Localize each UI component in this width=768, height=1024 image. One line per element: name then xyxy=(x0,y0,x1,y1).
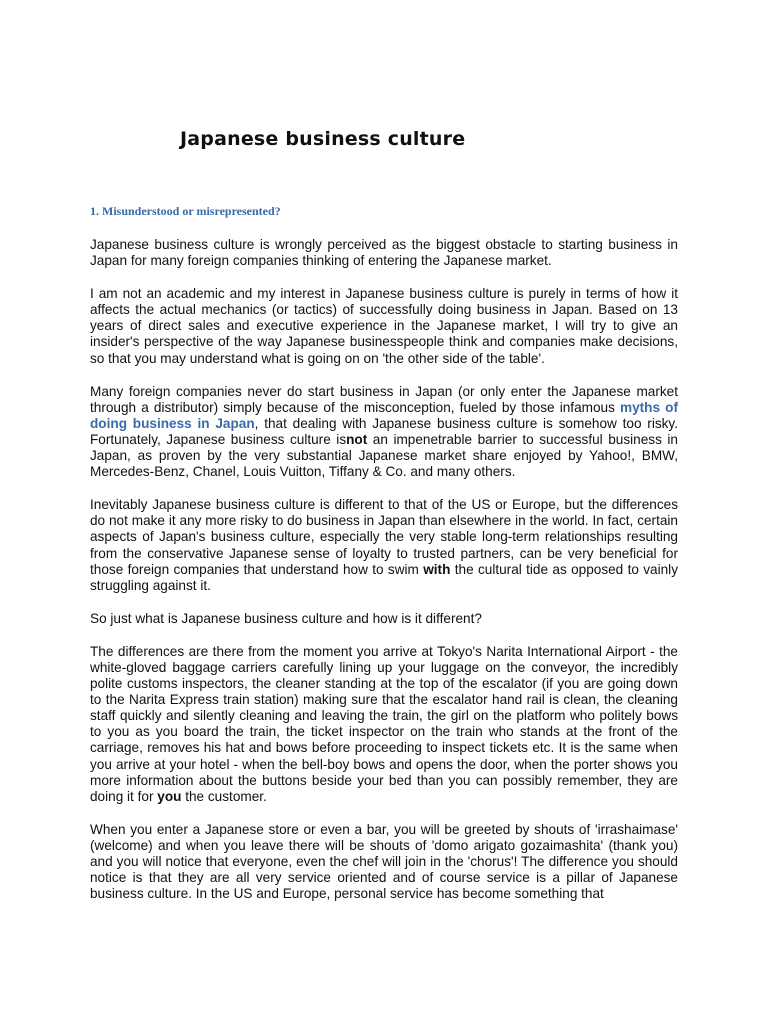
paragraph-5: So just what is Japanese business culture and how is it different? xyxy=(90,610,482,626)
paragraph-4 xyxy=(90,497,678,594)
paragraph-4-bold: with xyxy=(423,561,451,577)
paragraph-6 xyxy=(90,644,678,805)
document-title: Japanese business culture xyxy=(180,128,466,150)
section-heading: 1. Misunderstood or misrepresented? xyxy=(90,204,281,218)
paragraph-6-bold: you xyxy=(157,788,182,804)
paragraph-2: I am not an academic and my interest in Japanese business culture is purely in terms of how it affects the actual mechanics (or tactics) of successfully doing business in Japan. Based on 13 years of direct sales and executive experience in the Japanese market, I will try to give an insider's perspective of the way Japanese businesspeople think and companies make decisions, so that you may understand what is going on on 'the other side of the table'. xyxy=(90,286,678,366)
paragraph-6-text-b: the customer. xyxy=(181,788,267,804)
paragraph-3-text-a: Many foreign companies never do start business in Japan (or only enter the Japanese market through a distributor) simply because of the misconception, fueled by those infamous xyxy=(90,383,678,415)
paragraph-6-text-a: The differences are there from the moment you arrive at Tokyo's Narita International Airport - the white-gloved baggage carriers carefully lining up your luggage on the conveyor, the incredibly polite customs inspectors, the cleaner standing at the top of the escalator (if you are going down to the Narita Express train station) making sure that the escalator hand rail is clean, the cleaning staff quickly and silently cleaning and leaving the train, the girl on the platform who politely bows to you as you board the train, the ticket inspector on the train who stands at the front of the carriage, removes his hat and bows before proceeding to inspect tickets etc. It is the same when you arrive at your hotel - when the bell-boy bows and opens the door, when the porter shows you more information about the buttons beside your bed than you can possibly remember, they are doing it for xyxy=(90,643,678,804)
document-body xyxy=(90,237,678,919)
paragraph-7: When you enter a Japanese store or even a bar, you will be greeted by shouts of 'irrashaimase' (welcome) and when you leave there will be shouts of 'domo arigato gozaimashita' (thank you) and you will notice that everyone, even the chef will join in the 'chorus'! The difference you should notice is that they are all very service oriented and of course service is a pillar of Japanese business culture. In the US and Europe, personal service has become something that xyxy=(90,821,678,902)
paragraph-3-text-b: , that dealing with Japanese business culture is somehow too risky. Fortunately, Japanese business culture is xyxy=(90,415,678,447)
paragraph-3 xyxy=(90,384,678,481)
paragraph-3-bold: not xyxy=(346,431,368,447)
myths-link[interactable]: myths of doing business in Japan xyxy=(90,399,678,431)
paragraph-1: Japanese business culture is wrongly perceived as the biggest obstacle to starting business in Japan for many foreign companies thinking of entering the Japanese market. xyxy=(90,237,678,269)
paragraph-4-text-b: the cultural tide as opposed to vainly struggling against it. xyxy=(90,561,679,593)
paragraph-4-text-a: Inevitably Japanese business culture is different to that of the US or Europe, but the differences do not make it any more risky to do business in Japan than elsewhere in the world. In fact, certain aspects of Japan's business culture, especially the very stable long-term relationships resulting from the conservative Japanese sense of loyalty to trusted partners, can be very beneficial for those foreign companies that understand how to swim xyxy=(90,497,678,577)
paragraph-3-text-c: an impenetrable barrier to successful business in Japan, as proven by the very substantial Japanese market share enjoyed by Yahoo!, BMW, Mercedes-Benz, Chanel, Louis Vuitton, Tiffany & Co. and many others. xyxy=(90,431,678,480)
